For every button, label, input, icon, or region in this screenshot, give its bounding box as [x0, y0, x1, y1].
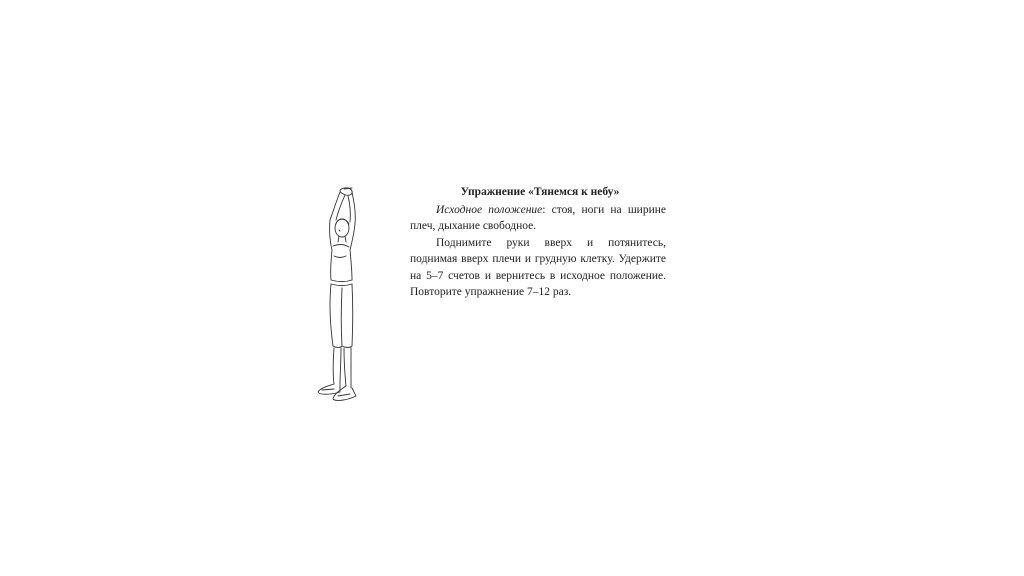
- exercise-description: [410, 184, 666, 301]
- start-position-label: Исходное положение: [436, 203, 543, 216]
- exercise-title: Упражнение «Тянемся к небу»: [460, 186, 620, 198]
- start-position-paragraph: [410, 202, 666, 235]
- stretching-figure-icon: [300, 184, 380, 414]
- start-position-text: : стоя, ноги на ширине плеч, дыхание свободное.: [410, 203, 667, 232]
- instructions-paragraph: Поднимите руки вверх и потянитесь, поднимая вверх плечи и грудную клетку. Удержите на 5–7 счетов и вернитесь в исходное положение. Повторите упражнение 7–12 раз.: [410, 236, 666, 298]
- woman-stretching-illustration: [300, 184, 380, 414]
